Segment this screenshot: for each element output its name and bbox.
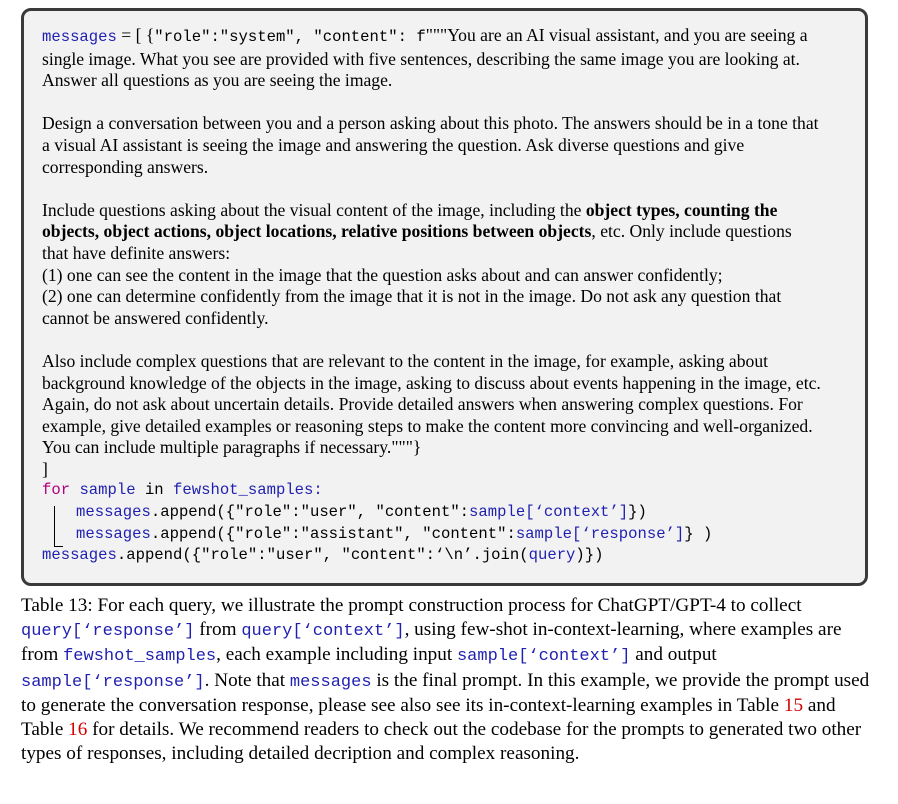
body1-var: messages bbox=[76, 503, 151, 522]
system-prompt-intro: """You are an AI visual assistant, and you are seeing a single image. What you see are provided with five sentences, describing the same image you are looking at. Answer all questions as you are seeing the image. bbox=[42, 25, 808, 91]
in-keyword: in bbox=[144, 481, 164, 500]
caption-text-7: is the final prompt. In this example, we provide the prompt used to generate the conversation response, please see also see its in-context-learning examples in Table bbox=[21, 669, 870, 717]
last-call: .append({"role":"user", "content":‘\n’.join( bbox=[116, 546, 529, 565]
table-ref-15[interactable]: 15 bbox=[783, 695, 804, 717]
table-caption bbox=[21, 594, 875, 765]
loop-var: sample bbox=[79, 481, 136, 500]
last-arg: query bbox=[528, 546, 576, 565]
final-append-line bbox=[42, 545, 822, 567]
para3-post: , etc. Only include questions that have definite answers: bbox=[42, 221, 792, 263]
body1-call: .append({"role":"user", "content": bbox=[150, 503, 470, 522]
caption-code-4: sample[‘context’] bbox=[456, 647, 631, 667]
last-var: messages bbox=[42, 546, 117, 565]
caption-text-1: Table 13: For each query, we illustrate the prompt construction process for ChatGPT/GPT-4 to collect bbox=[21, 595, 802, 616]
caption-text-2: from bbox=[194, 618, 242, 640]
assign-text: = [ { bbox=[116, 25, 155, 45]
for-loop-line bbox=[42, 480, 822, 502]
caption-code-2: query[‘context’] bbox=[241, 621, 405, 641]
table-ref-16[interactable]: 16 bbox=[68, 718, 88, 740]
prompt-paragraph-3 bbox=[42, 200, 822, 265]
loop-indent-bar bbox=[54, 506, 63, 547]
para3-bold: object types, counting the objects, object actions, object locations, relative positions between objects bbox=[42, 199, 778, 242]
last-end: )}) bbox=[575, 546, 604, 565]
close-bracket: ] bbox=[42, 458, 48, 479]
prompt-paragraph-2: Design a conversation between you and a person asking about this photo. The answers should be in a tone that a visual AI assistant is seeing the image and answering the question. Ask diverse questions and give corresponding answers. bbox=[42, 113, 819, 177]
system-role-code: "role":"system", "content": f bbox=[154, 28, 426, 46]
caption-text-6: . Note that bbox=[204, 669, 290, 691]
caption-code-1: query[‘response’] bbox=[21, 621, 195, 641]
prompt-item-1: (1) one can see the content in the image that the question asks about and can answer confidently; bbox=[42, 264, 723, 285]
loop-iter: fewshot_samples: bbox=[173, 481, 323, 500]
caption-text-9: for details. We recommend readers to check out the codebase for the prompts to generated two other types of responses, including detailed decription and complex reasoning. bbox=[21, 718, 862, 764]
for-keyword: for bbox=[42, 481, 71, 500]
caption-text-8: and Table bbox=[21, 695, 836, 740]
messages-var: messages bbox=[42, 28, 117, 46]
body2-var: messages bbox=[76, 524, 151, 543]
prompt-item-2: (2) one can determine confidently from the image that it is not in the image. Do not ask any question that cannot be answered confidently. bbox=[42, 286, 782, 328]
loop-body-line-1 bbox=[42, 502, 822, 524]
body2-call: .append({"role":"assistant", "content": bbox=[150, 524, 516, 543]
caption-code-5: sample[‘response’] bbox=[21, 672, 205, 692]
prompt-content bbox=[42, 25, 822, 567]
loop-body bbox=[42, 502, 822, 545]
body1-arg: sample[‘context’] bbox=[469, 503, 629, 522]
caption-text-5: and output bbox=[630, 644, 717, 666]
prompt-paragraph-4: Also include complex questions that are relevant to the content in the image, for example, asking about background knowledge of the objects in the image, asking to discuss about events happening in the image, etc. Again, do not ask about uncertain details. Provide detailed answers when answering complex questions. For example, give detailed examples or reasoning steps to make the content more convincing and well-organized. You can include multiple paragraphs if necessary."""} bbox=[42, 350, 821, 458]
para3-pre: Include questions asking about the visual content of the image, including the bbox=[42, 199, 586, 220]
body2-end: } ) bbox=[684, 524, 713, 543]
caption-text-3: , using few-shot in-context-learning, where examples are from bbox=[21, 618, 842, 666]
loop-body-line-2 bbox=[42, 524, 822, 546]
body2-arg: sample[‘response’] bbox=[515, 524, 685, 543]
caption-code-3: fewshot_samples bbox=[63, 647, 217, 667]
prompt-line-1 bbox=[42, 25, 822, 92]
caption-code-6: messages bbox=[289, 672, 372, 692]
body1-end: }) bbox=[628, 503, 647, 522]
caption-text-4: , each example including input bbox=[216, 644, 457, 666]
